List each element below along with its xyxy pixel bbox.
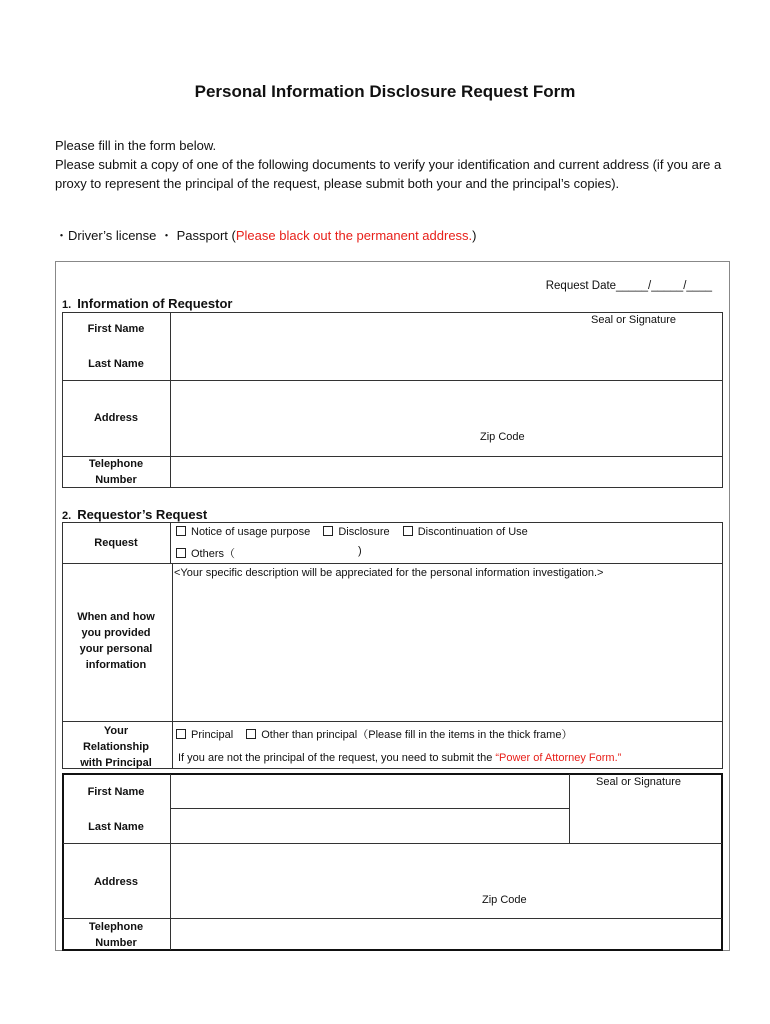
proxy-last-name-label: Last Name <box>88 821 144 833</box>
when-how-label <box>62 609 170 673</box>
other-than-principal-label: Other than principal（Please fill in the items in the thick frame） <box>261 729 573 741</box>
telephone-label-line-2: Number <box>95 474 137 486</box>
relationship-line-1: Your <box>103 725 129 737</box>
description-hint: <Your specific description will be appreciated for the personal information investigation.> <box>174 567 604 579</box>
proxy-last-name-field[interactable] <box>172 810 568 842</box>
telephone-label <box>62 456 170 488</box>
first-name-label: First Name <box>87 323 145 335</box>
section-2-number: 2. <box>62 510 72 522</box>
request-options-row-2 <box>176 545 235 561</box>
proxy-telephone-label <box>62 919 170 951</box>
form-title: Personal Information Disclosure Request Form <box>194 82 576 101</box>
request-label: Request <box>94 537 138 549</box>
seal-label: Seal or Signature <box>591 314 676 326</box>
proxy-address-top-line <box>63 843 722 844</box>
when-how-line-2: you provided <box>81 627 151 639</box>
relationship-label <box>62 723 170 771</box>
intro-text <box>55 136 725 193</box>
documents-note: Please black out the permanent address. <box>235 228 473 243</box>
poa-notice-text: If you are not the principal of the request, you need to submit the <box>178 752 496 764</box>
section-2-title: Requestor’s Request <box>77 507 208 522</box>
disclosure-checkbox[interactable] <box>323 526 333 536</box>
discontinuation-label: Discontinuation of Use <box>417 526 528 538</box>
relationship-line-3: with Principal <box>80 757 152 769</box>
request-date[interactable]: Request Date_____/_____/____ <box>545 280 712 292</box>
requestor-name-field[interactable] <box>171 313 581 380</box>
other-than-principal-checkbox[interactable] <box>246 729 256 739</box>
section-1-title: Information of Requestor <box>77 296 233 311</box>
requestor-phone-field[interactable] <box>171 457 722 487</box>
accepted-documents <box>55 225 477 244</box>
description-field[interactable] <box>174 584 720 718</box>
section-1-number: 1. <box>62 299 72 311</box>
proxy-telephone-line-2: Number <box>95 937 137 949</box>
others-checkbox[interactable] <box>176 548 186 558</box>
when-how-line-4: information <box>85 659 147 671</box>
poa-form-link[interactable]: “Power of Attorney Form.” <box>495 752 622 764</box>
documents-suffix: ) <box>472 228 477 243</box>
documents-list: ・Driver’s license ・ Passport ( <box>55 228 236 243</box>
principal-label: Principal <box>191 729 234 741</box>
telephone-label-line-1: Telephone <box>88 458 144 470</box>
intro-line-2: Please submit a copy of one of the following documents to verify your identification and current address (if you are a proxy to represent the principal of the request, please submit both your and the principal’s copies). <box>55 157 722 191</box>
proxy-seal-label: Seal or Signature <box>596 776 681 788</box>
others-input[interactable] <box>245 543 355 559</box>
intro-line-1: Please fill in the form below. <box>55 138 217 153</box>
request-options-row-1 <box>176 526 528 538</box>
last-name-label: Last Name <box>88 358 144 370</box>
poa-notice <box>178 752 621 764</box>
principal-checkbox[interactable] <box>176 729 186 739</box>
disclosure-label: Disclosure <box>338 526 390 538</box>
others-close-paren: ) <box>358 545 362 557</box>
usage-purpose-label: Notice of usage purpose <box>191 526 311 538</box>
section-1-heading <box>62 296 232 311</box>
proxy-zip-code-label: Zip Code <box>482 894 527 906</box>
others-label: Others（ <box>191 548 236 560</box>
when-how-line-1: When and how <box>77 611 155 623</box>
usage-purpose-checkbox[interactable] <box>176 526 186 536</box>
proxy-address-label: Address <box>93 876 139 888</box>
zip-code-label: Zip Code <box>480 431 525 443</box>
discontinuation-checkbox[interactable] <box>403 526 413 536</box>
proxy-telephone-line-1: Telephone <box>88 921 144 933</box>
proxy-seal-divider <box>569 774 570 844</box>
proxy-phone-field[interactable] <box>172 920 721 949</box>
relationship-line-2: Relationship <box>82 741 149 753</box>
proxy-name-divider <box>171 808 570 809</box>
section-2-heading <box>62 507 207 522</box>
requestor-address-field[interactable] <box>171 381 722 456</box>
relationship-options <box>176 726 572 742</box>
proxy-address-field[interactable] <box>172 845 721 917</box>
proxy-label-divider <box>170 774 171 950</box>
when-how-line-3: your personal <box>79 643 153 655</box>
request-divider <box>170 522 171 564</box>
proxy-first-name-field[interactable] <box>172 775 568 807</box>
address-label: Address <box>93 412 139 424</box>
proxy-first-name-label: First Name <box>87 786 145 798</box>
